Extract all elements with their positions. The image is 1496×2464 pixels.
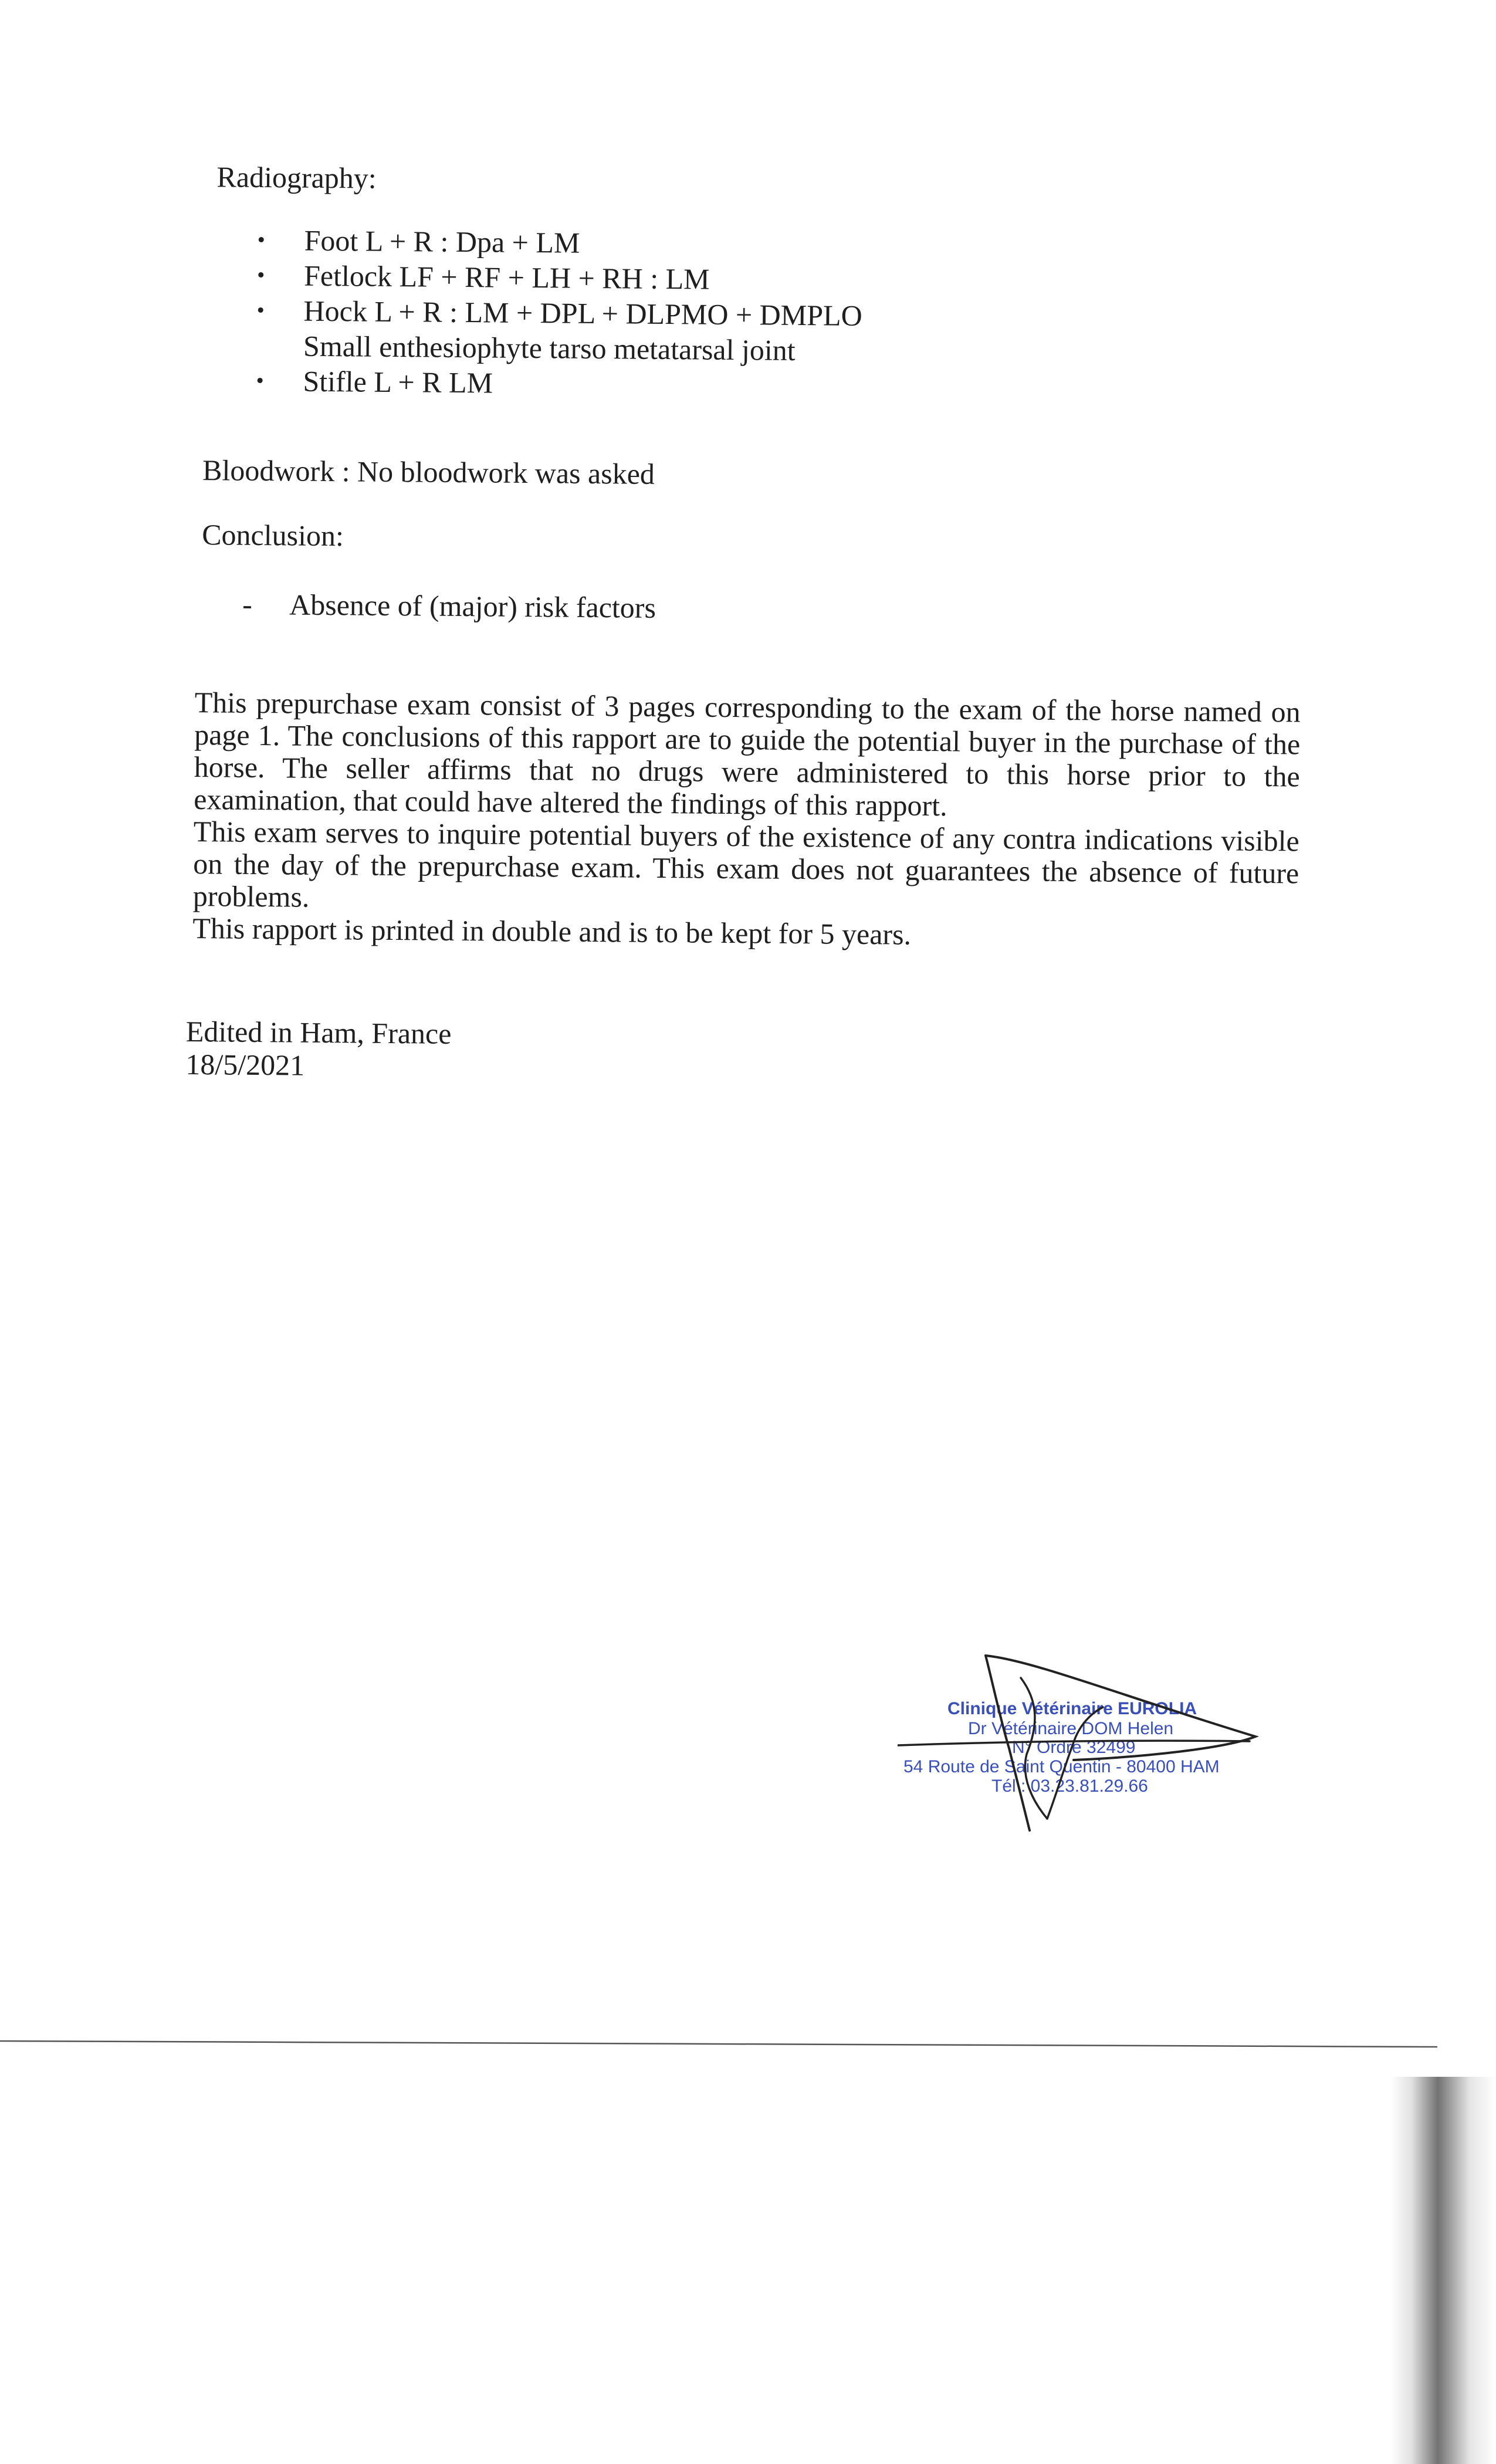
disclaimer-paragraph: This prepurchase exam consist of 3 pages corresponding to the exam of the horse named on page 1. The conclusions of this rapport are to guide the potential buyer in the purchase of the horse. The seller affirms that no drugs were administered to this horse prior to the examination, that could have altered the findings of this rapport.: [194, 686, 1301, 823]
radiography-item-text: Stifle L + R LM: [303, 364, 493, 400]
bloodwork-line: Bloodwork : No bloodwork was asked: [202, 453, 655, 490]
place-line: Edited in Ham, France: [185, 1014, 452, 1050]
radiography-item-text: Foot L + R : Dpa + LM: [304, 224, 580, 259]
list-item: [256, 293, 862, 368]
list-item: [257, 258, 863, 298]
disclaimer-paragraph: This exam serves to inquire potential buyers of the existence of any contra indications visible on the day of the prepurchase exam. This exam does not guarantees the absence of future problems.: [192, 815, 1299, 913]
scan-edge-shadow: [1390, 2077, 1496, 2464]
disclaimer-body: [192, 686, 1301, 954]
paper-fold-line: [0, 2037, 1496, 2040]
radiography-list: [256, 222, 863, 404]
stamp-order-number: N° Ordre 32499: [1012, 1738, 1136, 1757]
radiography-item-note: Small enthesiophyte tarso metatarsal joint: [303, 329, 796, 367]
conclusion-item-text: Absence of (major) risk factors: [289, 588, 656, 624]
radiography-item-text: Fetlock LF + RF + LH + RH : LM: [303, 259, 710, 296]
disclaimer-paragraph: This rapport is printed in double and is to be kept for 5 years.: [192, 912, 912, 951]
document-content: [185, 147, 1320, 1082]
stamp-doctor-name: Dr Vétérinaire DOM Helen: [968, 1719, 1174, 1738]
conclusion-list: [242, 586, 656, 626]
radiography-item-text: Hock L + R : LM + DPL + DLPMO + DMPLO: [303, 294, 862, 332]
list-item: [242, 586, 656, 626]
bullet-icon: •: [256, 297, 265, 323]
stamp-address: 54 Route de Saint Quentin - 80400 HAM: [903, 1757, 1220, 1776]
bullet-icon: •: [256, 262, 265, 288]
list-item: [256, 363, 862, 404]
dash-icon: -: [242, 587, 253, 621]
bullet-icon: •: [257, 227, 266, 253]
date-line: 18/5/2021: [185, 1047, 305, 1082]
signature-mark: [898, 1643, 1273, 1842]
clinic-stamp: [898, 1643, 1273, 1842]
stamp-clinic-name: Clinique Vétérinaire EUROLIA: [947, 1699, 1197, 1718]
conclusion-heading: Conclusion:: [201, 518, 344, 553]
list-item: [257, 222, 863, 263]
bullet-icon: •: [256, 368, 265, 394]
place-date-block: [185, 1015, 452, 1083]
radiography-heading: Radiography:: [216, 160, 377, 195]
stamp-phone: Tél : 03.23.81.29.66: [991, 1776, 1148, 1796]
